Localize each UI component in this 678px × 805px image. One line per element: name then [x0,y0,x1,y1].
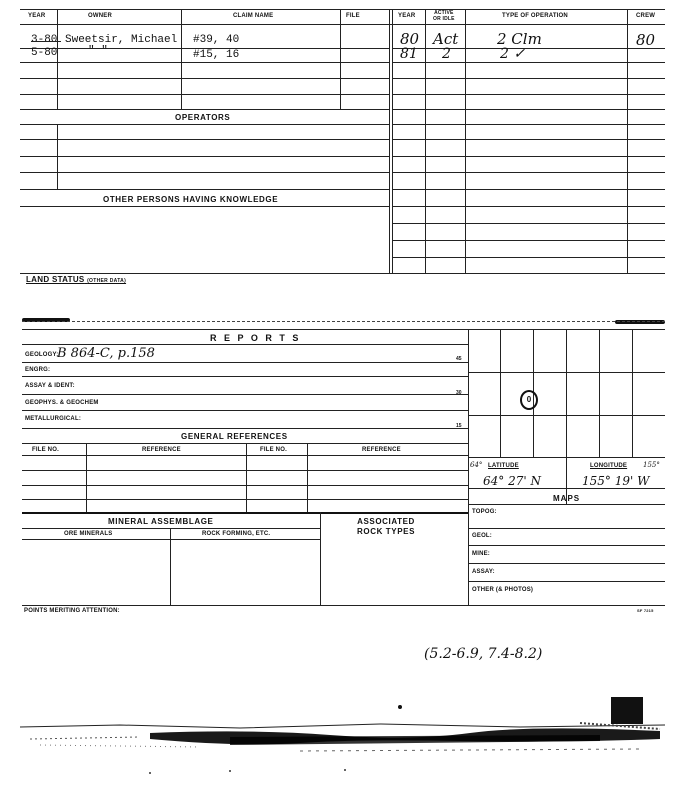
grid-col-5 [632,329,633,457]
land-status-label [26,275,126,284]
owner-row-1-owner: Sweetsir, Michael [65,34,178,46]
reports-top-line [22,329,665,330]
handwritten-note: (5.2-6.9, 7.4-8.2) [424,646,543,662]
maps-mine: MINE: [472,551,490,557]
longitude-label: LONGITUDE [590,463,628,469]
latitude-label: LATITUDE [488,463,519,469]
reports-row-line-2 [22,376,468,377]
maps-line-2 [468,545,665,546]
rock-forming-label: ROCK FORMING, ETC. [202,531,271,537]
ore-minerals-label: ORE MINERALS [64,531,113,537]
reports-num-45: 45 [456,356,462,362]
owner-row-line-5 [20,109,390,110]
owner-row-line-3 [20,78,390,79]
gen-ref-bottom-line [22,512,468,514]
geophys-label: GEOPHYS. & GEOCHEM [25,400,99,406]
maps-title: MAPS [553,494,581,503]
act-row-line-6 [392,124,665,125]
grid-col-4 [599,329,600,457]
act-row-line-9 [392,172,665,173]
act-row-line-10 [392,189,665,190]
owner-row-2-claim: #15, 16 [193,49,240,61]
act-row-line-3 [392,78,665,79]
points-meriting-attention: POINTS MERITING ATTENTION: [24,608,120,614]
mineral-title-line [22,528,320,529]
maps-line-3 [468,563,665,564]
gen-ref-file-no-2: FILE NO. [260,447,287,453]
reports-row-line-3 [22,394,468,395]
operators-line-2 [20,139,390,140]
gen-ref-reference: REFERENCE [142,447,181,453]
associated-line1: ASSOCIATED [357,517,415,526]
act-row-1-crew: 80 [636,31,656,49]
grid-col-3 [566,329,567,504]
mineral-assemblage-title: MINERAL ASSEMBLAGE [108,517,214,526]
top-section-bottom-line [20,273,665,274]
longitude-value: 155° 19' W [582,474,650,488]
owner-row-line-4 [20,94,390,95]
top-border [20,9,665,10]
other-persons-title: OTHER PERSONS HAVING KNOWLEDGE [103,195,279,204]
gen-ref-col-1 [86,443,87,513]
reports-bottom-line [22,605,665,606]
gen-ref-title-line [22,443,468,444]
operators-line-4 [20,172,390,173]
engrg-label: ENGRG: [25,367,51,373]
reports-title-line [22,344,468,345]
general-references-title: GENERAL REFERENCES [181,432,288,441]
gen-ref-col-3 [307,443,308,513]
maps-line-1 [468,528,665,529]
header-type-of-operation: TYPE OF OPERATION [502,13,568,19]
header-owner: OWNER [88,13,112,19]
lat-prefix: 64° [470,461,483,469]
gen-ref-row-line-1 [22,470,468,471]
maps-other: OTHER (& PHOTOS) [472,587,534,593]
act-row-2-year: 81 [400,46,418,62]
reports-num-15: 15 [456,423,462,429]
owner-row-2-owner: " " [88,45,108,57]
geology-label: GEOLOGY: [25,352,59,358]
gen-ref-col-2 [246,443,247,513]
act-row-1-operation: 2 Clm [497,30,542,48]
operators-line-5 [20,189,390,190]
latitude-value: 64° 27' N [483,474,541,488]
lon-suffix: 155° [643,461,660,469]
header-active-line1: ACTIVE [434,10,454,16]
act-row-line-7 [392,139,665,140]
land-status-note: (OTHER DATA) [87,278,127,284]
maps-geol: GEOL: [472,533,492,539]
operators-title: OPERATORS [175,113,231,122]
header-active-line2: OR IDLE [433,16,455,22]
act-row-line-11 [392,206,665,207]
gen-ref-row-line-2 [22,485,468,486]
grid-row-2 [468,415,665,416]
grid-row-3 [468,457,665,458]
act-row-line-13 [392,240,665,241]
reports-row-line-4 [22,410,468,411]
act-row-1-year: 80 [400,30,420,48]
operators-line-1 [20,124,390,125]
header-crew: CREW [636,13,656,19]
act-row-line-5 [392,109,665,110]
scan-noise-band [0,715,678,775]
form-number: SF 7215 [637,608,654,613]
act-row-line-14 [392,257,665,258]
reports-title: R E P O R T S [210,333,301,343]
owner-row-1-claim: #39, 40 [193,34,240,46]
act-row-2-operation: 2 ✓ [500,46,526,62]
header-year-2: YEAR [398,13,416,19]
associated-line2: ROCK TYPES [357,527,416,536]
maps-title-line [468,504,665,505]
act-row-line-4 [392,94,665,95]
gen-ref-header-line [22,455,468,456]
act-row-line-8 [392,156,665,157]
maps-topog: TOPOG: [472,509,497,515]
operators-line-3 [20,156,390,157]
header-file: FILE [346,13,360,19]
act-row-line-2 [392,62,665,63]
associated-rock-types [357,517,415,537]
scan-speck [398,705,402,709]
grid-col-1 [500,329,501,457]
maps-line-4 [468,581,665,582]
gen-ref-row-line-3 [22,499,468,500]
associated-col-divider [320,512,321,605]
grid-row-1 [468,372,665,373]
mineral-header-line [22,539,320,540]
reports-row-line-5 [22,428,468,429]
metallurgical-label: METALLURGICAL: [25,416,82,422]
maps-assay: ASSAY: [472,569,495,575]
land-status-text: LAND STATUS [26,275,85,284]
header-year: YEAR [28,13,46,19]
act-row-line-1 [392,48,665,49]
header-bottom-line [20,24,665,25]
reports-num-30: 30 [456,390,462,396]
assay-ident-label: ASSAY & IDENT: [25,383,75,389]
act-row-line-12 [392,223,665,224]
geology-value: B 864-C, p.158 [57,346,155,361]
header-claim-name: CLAIM NAME [233,13,274,19]
act-row-2-status: 2 [442,46,451,62]
reports-row-line-1 [22,362,468,363]
other-persons-line [20,206,390,207]
act-row-1-status: Act [433,30,459,48]
owner-row-1-year: 3-80 [31,34,58,46]
grid-location-marker: 0 [520,390,538,410]
owner-row-2-year: 5-80 [31,47,58,59]
owner-row-1-strike [31,41,61,42]
reports-top-dashed [22,321,665,322]
mineral-col-divider [170,528,171,605]
latlong-line [468,488,665,489]
header-active-or-idle [433,10,455,22]
owner-row-line-2 [20,62,390,63]
gen-ref-file-no: FILE NO. [32,447,59,453]
gen-ref-reference-2: REFERENCE [362,447,401,453]
